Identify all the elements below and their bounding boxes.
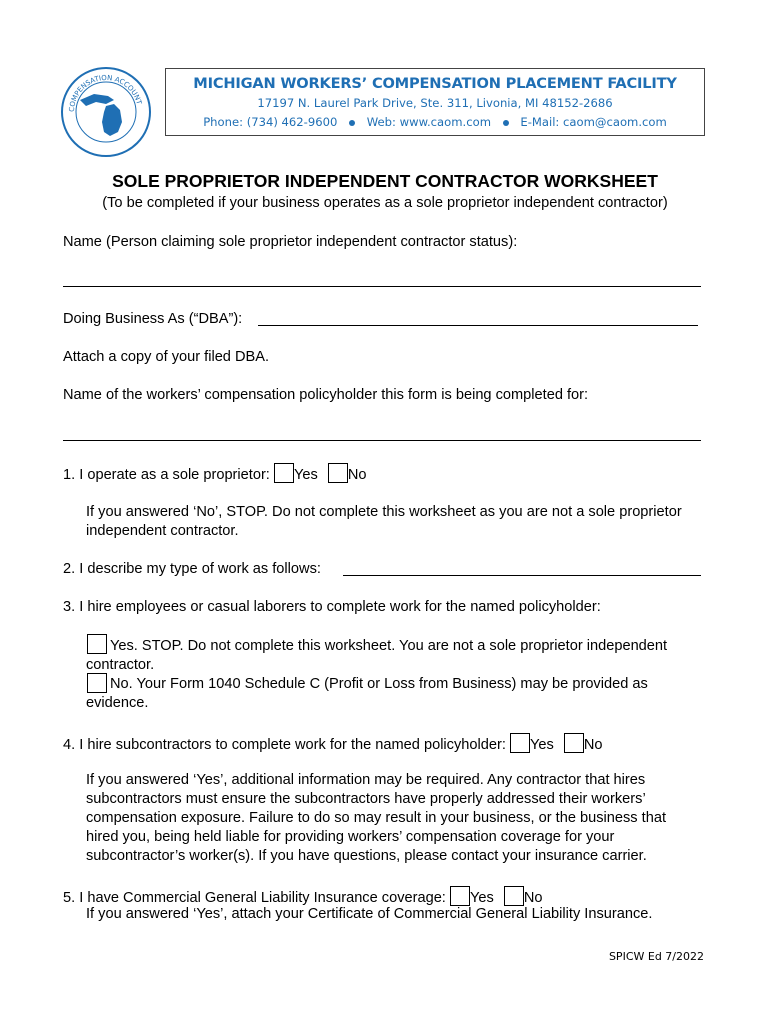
facility-name: MICHIGAN WORKERS’ COMPENSATION PLACEMENT FACILITY (193, 75, 677, 92)
q4-no-checkbox[interactable] (564, 733, 584, 753)
q4-note-line: subcontractor’s worker(s). If you have questions, please contact your insurance carrier. (86, 848, 647, 864)
q4-note-line: hired you, being held liable for providing workers’ compensation coverage for your (86, 829, 615, 845)
facility-email[interactable]: E-Mail: caom@caom.com (520, 115, 667, 129)
q1-yes-checkbox[interactable] (274, 463, 294, 483)
dba-label: Doing Business As (“DBA”): (63, 311, 243, 327)
q5-no-checkbox[interactable] (504, 886, 524, 906)
question-3-text: 3. I hire employees or casual laborers to complete work for the named policyholder: (63, 599, 601, 615)
question-1-text: 1. I operate as a sole proprietor: (63, 467, 270, 483)
q1-no-checkbox[interactable] (328, 463, 348, 483)
facility-contact-line (166, 115, 704, 129)
q4-yes-checkbox[interactable] (510, 733, 530, 753)
bullet-icon (349, 120, 355, 126)
question-1 (63, 463, 366, 485)
facility-phone: Phone: (734) 462-9600 (203, 115, 338, 129)
q3-no-box[interactable] (87, 673, 107, 693)
name-field[interactable] (63, 286, 701, 287)
q1-no-label: No (347, 467, 367, 483)
q4-yes-label: Yes (529, 737, 554, 753)
work-description-field[interactable] (343, 575, 701, 576)
facility-web[interactable]: Web: www.caom.com (366, 115, 491, 129)
policyholder-label: Name of the workers’ compensation policyholder this form is being completed for: (63, 387, 589, 403)
dba-field[interactable] (258, 325, 698, 326)
policyholder-field[interactable] (63, 440, 701, 441)
q3-no-line1: No. Your Form 1040 Schedule C (Profit or Loss from Business) may be provided as (110, 676, 648, 692)
q4-no-label: No (583, 737, 603, 753)
attach-dba-note: Attach a copy of your filed DBA. (63, 349, 270, 365)
facility-header-box (165, 68, 705, 136)
form-edition-footer: SPICW Ed 7/2022 (608, 950, 704, 963)
q1-note-line1: If you answered ‘No’, STOP. Do not complete this worksheet as you are not a sole proprietor (86, 504, 682, 520)
name-label: Name (Person claiming sole proprietor independent contractor status): (63, 234, 518, 250)
bullet-icon (503, 120, 509, 126)
q4-note-line: compensation exposure. Failure to do so may result in your business, or the business that (86, 810, 667, 826)
document-subtitle: (To be completed if your business operates as a sole proprietor independent contractor) (102, 195, 668, 211)
document-title: SOLE PROPRIETOR INDEPENDENT CONTRACTOR WORKSHEET (112, 171, 658, 191)
question-2-text: 2. I describe my type of work as follows: (63, 561, 321, 577)
q3-yes-line2: contractor. (86, 657, 155, 673)
q3-no-checkbox[interactable] (87, 673, 107, 694)
question-5-text: 5. I have Commercial General Liability Insurance coverage: (63, 890, 446, 906)
q4-note-line: subcontractors must ensure the subcontractors have properly addressed their workers’ (86, 791, 646, 807)
q3-yes-line1: Yes. STOP. Do not complete this worksheet. You are not a sole proprietor independent (110, 638, 668, 654)
q1-note-line2: independent contractor. (86, 523, 239, 539)
q1-yes-label: Yes (293, 467, 318, 483)
q3-yes-box[interactable] (87, 634, 107, 654)
q3-no-line2: evidence. (86, 695, 149, 711)
facility-address: 17197 N. Laurel Park Drive, Ste. 311, Livonia, MI 48152-2686 (257, 96, 613, 110)
q3-yes-checkbox[interactable] (87, 634, 107, 655)
q5-yes-checkbox[interactable] (450, 886, 470, 906)
q5-no-label: No (523, 890, 543, 906)
question-4-text: 4. I hire subcontractors to complete work for the named policyholder: (63, 737, 506, 753)
q5-note: If you answered ‘Yes’, attach your Certificate of Commercial General Liability Insurance. (86, 906, 653, 922)
facility-seal-logo (60, 66, 152, 158)
svg-text:COMPENSATION ACCOUNT: COMPENSATION ACCOUNT (67, 73, 144, 113)
question-4 (63, 733, 603, 755)
q4-note-line: If you answered ‘Yes’, additional information may be required. Any contractor that hires (86, 772, 646, 788)
q5-yes-label: Yes (469, 890, 494, 906)
